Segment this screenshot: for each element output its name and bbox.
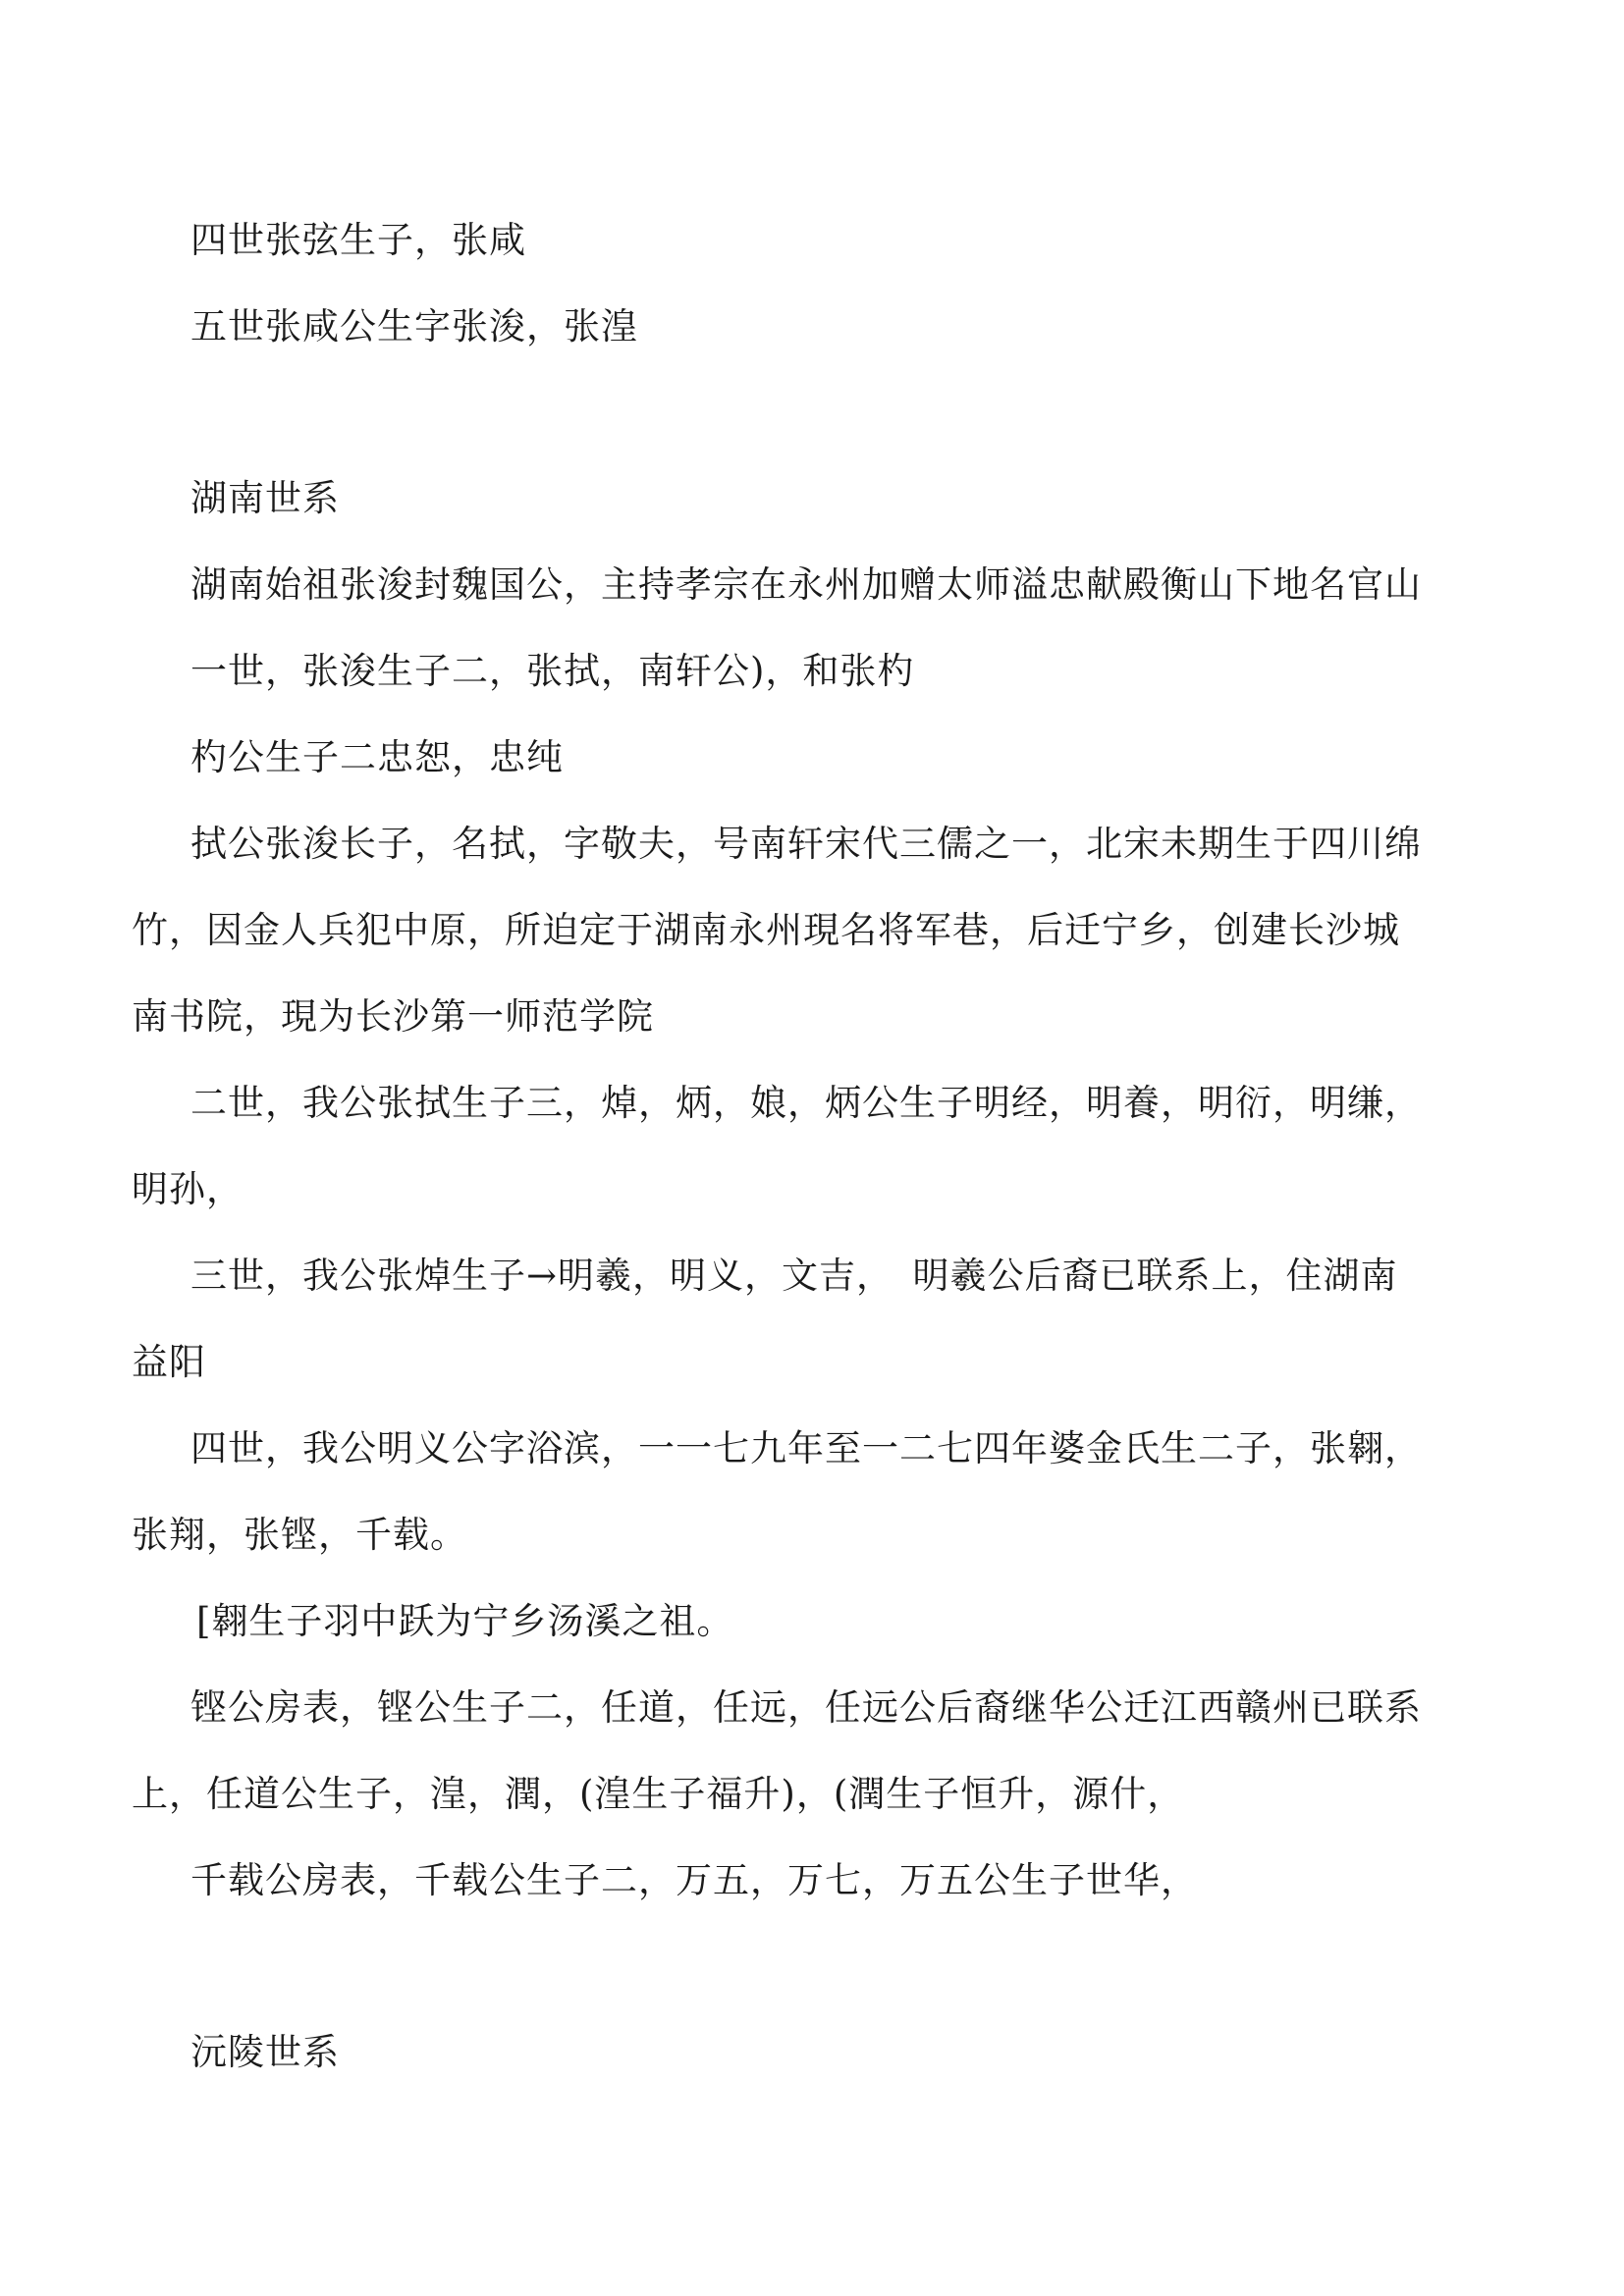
- text-line-15: 张翔，张铿，千载。: [132, 1514, 467, 1556]
- text-line-4: 湖南始祖张浚封魏国公，主持孝宗在永州加赠太师溢忠献殿衡山下地名官山: [190, 563, 1422, 606]
- text-line-18: 上，任道公生子，湟，潤，(湟生子福升)，(潤生子恒升，源什，: [132, 1773, 1185, 1815]
- text-line-17: 铿公房表，铿公生子二，任道，任远，任远公后裔继华公迁江西赣州已联系: [190, 1686, 1422, 1729]
- text-line-16: [翱生子羽中跃为宁乡汤溪之祖。: [196, 1600, 734, 1642]
- text-line-14: 四世，我公明义公字浴滨，一一七九年至一二七四年婆金氏生二子，张翱，: [190, 1427, 1422, 1469]
- text-line-19: 千载公房表，千载公生子二，万五，万七，万五公生子世华，: [190, 1859, 1198, 1901]
- text-line-8: 竹，因金人兵犯中原，所迫定于湖南永州現名将军巷，后迁宁乡，创建长沙城: [132, 909, 1400, 951]
- text-line-11: 明孙，: [132, 1168, 244, 1210]
- text-line-13: 益阳: [132, 1341, 206, 1383]
- text-line-5: 一世，张浚生子二，张拭，南轩公)，和张杓: [190, 650, 915, 692]
- text-line-9: 南书院，現为长沙第一师范学院: [132, 995, 654, 1038]
- text-line-10: 二世，我公张拭生子三，焯，炳，娘，炳公生子明经，明養，明衍，明缣，: [190, 1082, 1422, 1124]
- text-line-12: 三世，我公张焯生子→明羲，明义，文吉， 明羲公后裔已联系上，住湖南: [190, 1255, 1398, 1297]
- text-line-2: 五世张咸公生字张浚，张湟: [190, 305, 638, 347]
- text-line-7: 拭公张浚长子，名拭，字敬夫，号南轩宋代三儒之一，北宋未期生于四川绵: [190, 823, 1422, 865]
- text-line-1: 四世张弦生子，张咸: [190, 219, 526, 261]
- section-heading-hunan: 湖南世系: [190, 477, 340, 519]
- text-line-6: 杓公生子二忠恕，忠纯: [190, 736, 564, 778]
- section-heading-yuanling: 沅陵世系: [190, 2031, 340, 2073]
